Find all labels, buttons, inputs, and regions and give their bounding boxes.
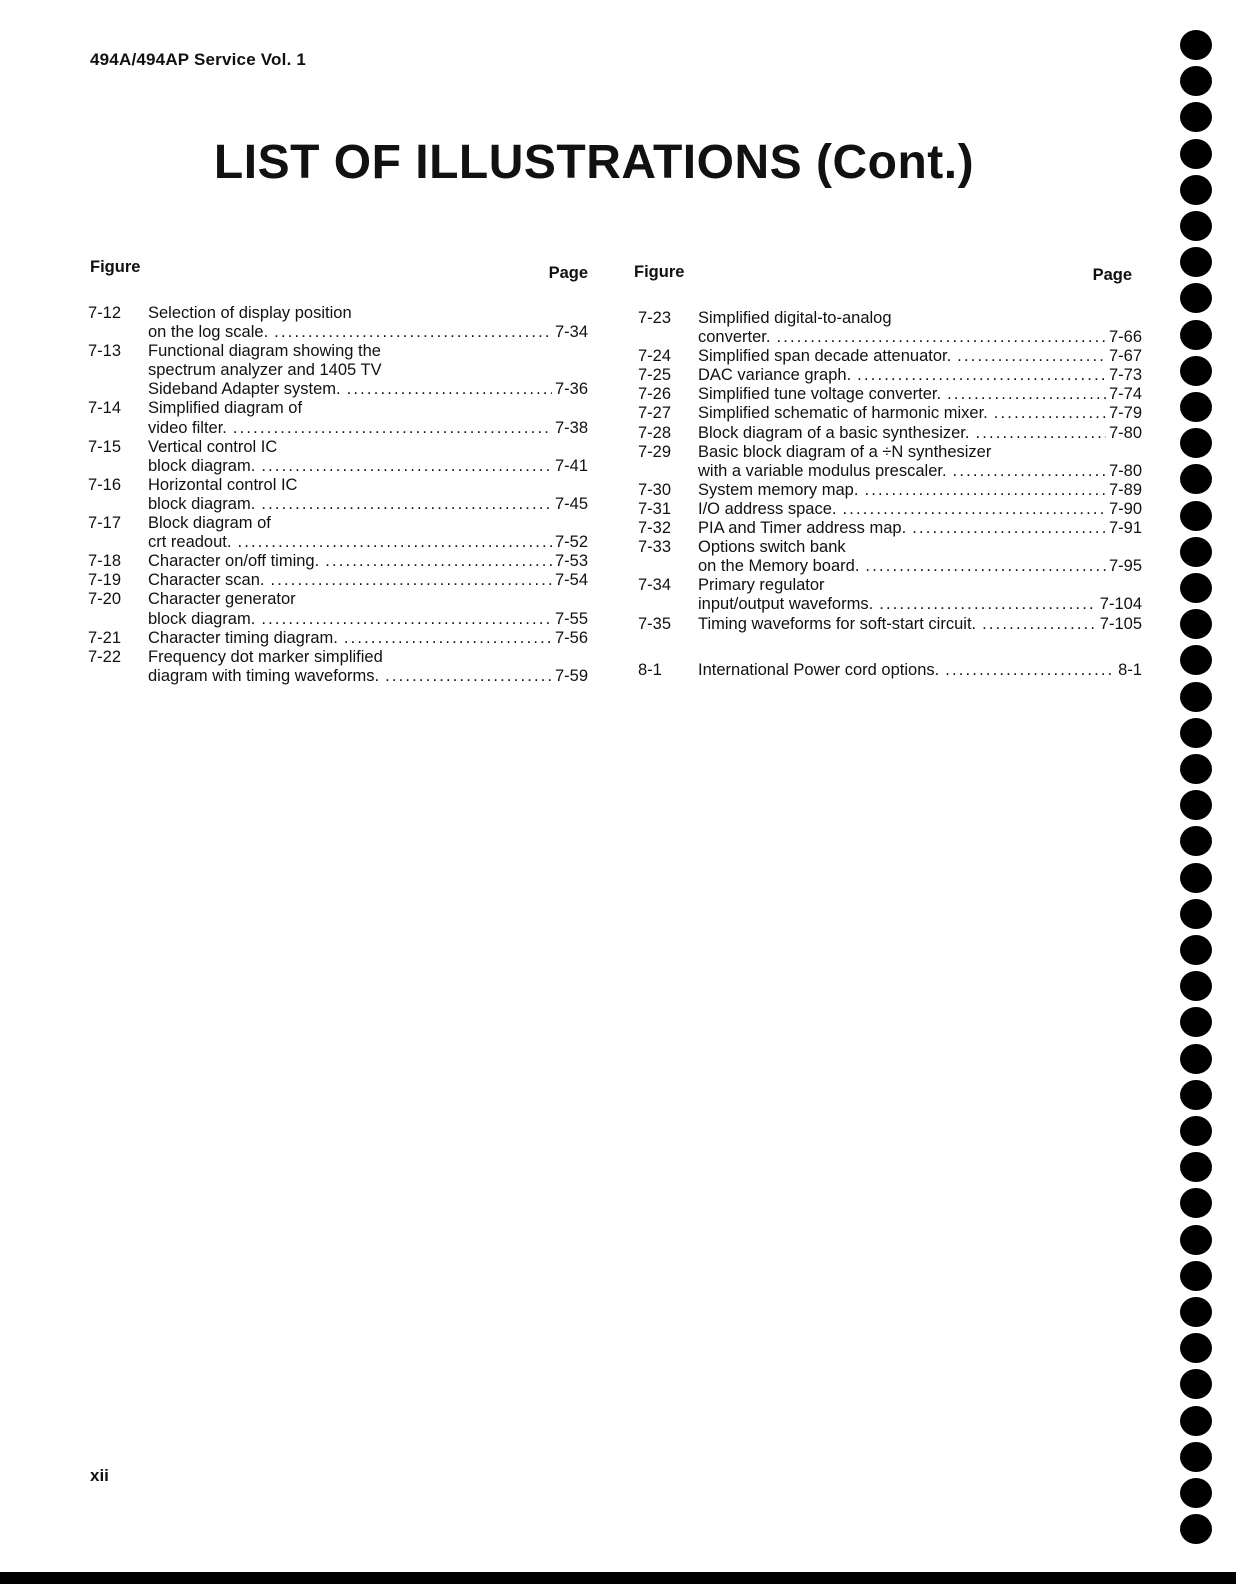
illustration-entry	[632, 443, 1142, 481]
caption-last-line	[698, 661, 1142, 680]
binder-holes	[1180, 30, 1214, 1560]
caption-last-line	[148, 571, 588, 590]
binder-hole	[1180, 718, 1212, 748]
binder-hole	[1180, 682, 1212, 712]
caption-last-line	[148, 495, 588, 514]
dot-leader	[843, 500, 1106, 519]
page-reference: 7-66	[1108, 328, 1142, 347]
page-reference: 7-45	[554, 494, 588, 513]
binder-hole	[1180, 1406, 1212, 1436]
binder-hole	[1180, 863, 1212, 893]
caption-line: Vertical control IC	[148, 437, 278, 456]
illustration-entry	[632, 500, 1142, 519]
page-reference: 7-90	[1108, 499, 1142, 518]
illustration-entry	[632, 661, 1142, 680]
caption-last-line	[698, 519, 1142, 538]
caption-last-line	[698, 481, 1142, 500]
page-reference: 7-41	[554, 456, 588, 475]
column-header	[88, 258, 588, 304]
binder-hole	[1180, 1188, 1212, 1218]
illustration-entry	[88, 552, 588, 571]
dot-leader	[776, 328, 1106, 347]
binder-hole	[1180, 175, 1212, 205]
caption-text: with a variable modulus prescaler.	[698, 461, 947, 480]
binder-hole	[1180, 102, 1212, 132]
illustration-entry	[88, 571, 588, 590]
caption-text: Character timing diagram.	[148, 628, 338, 647]
binder-hole	[1180, 1442, 1212, 1472]
binder-hole	[1180, 30, 1212, 60]
figure-number: 7-28	[638, 423, 672, 442]
figure-number: 7-26	[638, 385, 672, 404]
caption-last-line	[698, 500, 1142, 519]
caption-last-line	[148, 323, 588, 342]
left-entry-list	[88, 304, 588, 686]
illustrations-column-right	[632, 263, 1142, 680]
dot-leader	[982, 615, 1097, 634]
illustration-entry	[88, 399, 588, 437]
caption-text: International Power cord options.	[698, 660, 940, 679]
page-reference: 7-38	[554, 418, 588, 437]
caption-last-line	[698, 328, 1142, 347]
binder-hole	[1180, 1007, 1212, 1037]
caption-last-line	[698, 366, 1142, 385]
figure-number: 7-31	[638, 499, 672, 518]
caption-text: Block diagram of a basic synthesizer.	[698, 423, 970, 442]
caption-last-line	[148, 419, 588, 438]
caption-last-line	[148, 610, 588, 629]
page-reference: 7-79	[1108, 404, 1142, 423]
dot-leader	[953, 462, 1106, 481]
entry-gap	[632, 634, 1142, 661]
figure-number: 7-34	[638, 576, 672, 595]
page-column-label: Page	[548, 264, 588, 282]
page-reference: 7-67	[1108, 347, 1142, 366]
caption-line: Basic block diagram of a ÷N synthesizer	[698, 442, 992, 461]
illustration-entry	[88, 476, 588, 514]
caption-text: System memory map.	[698, 480, 859, 499]
binder-hole	[1180, 1152, 1212, 1182]
caption-line: Selection of display position	[148, 304, 352, 322]
caption-last-line	[698, 404, 1142, 423]
binder-hole	[1180, 1261, 1212, 1291]
caption-line: Options switch bank	[698, 538, 846, 557]
binder-hole	[1180, 1225, 1212, 1255]
page-column-label: Page	[1092, 266, 1132, 284]
caption-text: block diagram.	[148, 609, 256, 628]
caption-line: Character generator	[148, 590, 296, 609]
binder-hole	[1180, 139, 1212, 169]
dot-leader	[261, 495, 552, 514]
dot-leader	[945, 661, 1115, 680]
page-reference: 7-53	[554, 552, 588, 571]
dot-leader	[865, 557, 1106, 576]
binder-hole	[1180, 1116, 1212, 1146]
dot-leader	[270, 571, 552, 590]
caption-text: Sideband Adapter system.	[148, 380, 341, 399]
illustration-entry	[632, 424, 1142, 443]
dot-leader	[912, 519, 1106, 538]
caption-last-line	[698, 385, 1142, 404]
figure-number: 7-25	[638, 366, 672, 385]
page-reference: 7-73	[1108, 366, 1142, 385]
caption-last-line	[698, 347, 1142, 366]
figure-number: 7-21	[88, 628, 122, 647]
dot-leader	[947, 385, 1106, 404]
dot-leader	[879, 595, 1097, 614]
caption-text: diagram with timing waveforms.	[148, 666, 380, 685]
binder-hole	[1180, 1297, 1212, 1327]
caption-text: converter.	[698, 328, 771, 347]
caption-last-line	[148, 380, 588, 399]
illustration-entry	[88, 648, 588, 686]
binder-hole	[1180, 1333, 1212, 1363]
page-reference: 7-89	[1108, 480, 1142, 499]
dot-leader	[274, 323, 552, 342]
binder-hole	[1180, 537, 1212, 567]
dot-leader	[344, 629, 552, 648]
caption-text: crt readout.	[148, 533, 232, 552]
illustration-entry	[88, 590, 588, 628]
page-left-edge	[0, 0, 3, 1584]
figure-number: 7-14	[88, 399, 122, 418]
page-reference: 7-74	[1108, 385, 1142, 404]
caption-last-line	[148, 552, 588, 571]
caption-text: on the log scale.	[148, 323, 269, 342]
dot-leader	[975, 424, 1106, 443]
figure-number: 7-15	[88, 437, 122, 456]
dot-leader	[385, 667, 552, 686]
binder-hole	[1180, 971, 1212, 1001]
caption-text: Simplified schematic of harmonic mixer.	[698, 404, 988, 423]
caption-text: block diagram.	[148, 456, 256, 475]
page-reference: 7-52	[554, 533, 588, 552]
illustration-entry	[632, 576, 1142, 614]
caption-text: Simplified tune voltage converter.	[698, 385, 942, 404]
binder-hole	[1180, 66, 1212, 96]
figure-column-label: Figure	[634, 263, 685, 281]
binder-hole	[1180, 935, 1212, 965]
binder-hole	[1180, 356, 1212, 386]
illustrations-column-left	[88, 258, 588, 686]
illustration-entry	[632, 366, 1142, 385]
illustration-entry	[632, 404, 1142, 423]
caption-last-line	[148, 457, 588, 476]
figure-number: 7-23	[638, 309, 672, 327]
binder-hole	[1180, 609, 1212, 639]
caption-text: on the Memory board.	[698, 557, 860, 576]
page-title: LIST OF ILLUSTRATIONS (Cont.)	[213, 136, 975, 189]
caption-text: Timing waveforms for soft-start circuit.	[698, 614, 977, 633]
illustration-entry	[632, 615, 1142, 634]
figure-number: 7-13	[88, 342, 122, 361]
illustration-entry	[632, 519, 1142, 538]
caption-line: Functional diagram showing the	[148, 342, 381, 361]
figure-column-label: Figure	[90, 258, 141, 276]
illustration-entry	[632, 347, 1142, 366]
illustration-entry	[88, 629, 588, 648]
caption-text: video filter.	[148, 418, 227, 437]
figure-number: 7-17	[88, 514, 122, 533]
caption-last-line	[148, 533, 588, 552]
figure-number: 7-12	[88, 304, 122, 322]
illustration-entry	[632, 309, 1142, 347]
binder-hole	[1180, 211, 1212, 241]
dot-leader	[864, 481, 1106, 500]
page-number: xii	[90, 1466, 109, 1485]
scan-bottom-border	[0, 1572, 1236, 1584]
binder-hole	[1180, 1369, 1212, 1399]
page-reference: 7-36	[554, 380, 588, 399]
figure-number: 7-30	[638, 480, 672, 499]
caption-text: DAC variance graph.	[698, 366, 852, 385]
caption-last-line	[698, 595, 1142, 614]
figure-number: 7-18	[88, 552, 122, 571]
caption-last-line	[698, 462, 1142, 481]
caption-text: PIA and Timer address map.	[698, 519, 907, 538]
illustration-entry	[88, 514, 588, 552]
dot-leader	[261, 610, 552, 629]
illustration-entry	[632, 385, 1142, 404]
manual-header: 494A/494AP Service Vol. 1	[90, 50, 307, 69]
binder-hole	[1180, 1478, 1212, 1508]
page-reference: 7-80	[1108, 461, 1142, 480]
illustration-entry	[88, 438, 588, 476]
dot-leader	[994, 404, 1106, 423]
caption-line: Frequency dot marker simplified	[148, 647, 383, 666]
caption-line: Horizontal control IC	[148, 475, 298, 494]
page-reference: 8-1	[1118, 660, 1142, 679]
caption-text: Simplified span decade attenuator.	[698, 347, 952, 366]
dot-leader	[237, 533, 552, 552]
caption-last-line	[148, 667, 588, 686]
caption-line: spectrum analyzer and 1405 TV	[148, 361, 382, 380]
binder-hole	[1180, 1044, 1212, 1074]
figure-number: 8-1	[638, 660, 662, 679]
binder-hole	[1180, 464, 1212, 494]
caption-text: I/O address space.	[698, 499, 837, 518]
binder-hole	[1180, 428, 1212, 458]
caption-last-line	[698, 615, 1142, 634]
figure-number: 7-24	[638, 347, 672, 366]
caption-line: Simplified digital-to-analog	[698, 309, 892, 327]
dot-leader	[261, 457, 552, 476]
dot-leader	[325, 552, 552, 571]
caption-last-line	[698, 557, 1142, 576]
binder-hole	[1180, 790, 1212, 820]
caption-line: Block diagram of	[148, 514, 271, 533]
caption-last-line	[148, 629, 588, 648]
illustration-entry	[88, 342, 588, 399]
illustration-entry	[632, 481, 1142, 500]
binder-hole	[1180, 501, 1212, 531]
binder-hole	[1180, 573, 1212, 603]
figure-number: 7-32	[638, 519, 672, 538]
dot-leader	[857, 366, 1106, 385]
page-reference: 7-59	[554, 666, 588, 685]
binder-hole	[1180, 247, 1212, 277]
binder-hole	[1180, 283, 1212, 313]
binder-hole	[1180, 754, 1212, 784]
column-header	[632, 263, 1142, 309]
page-reference: 7-91	[1108, 519, 1142, 538]
figure-number: 7-27	[638, 404, 672, 423]
dot-leader	[347, 380, 552, 399]
caption-text: input/output waveforms.	[698, 595, 874, 614]
page-reference: 7-56	[554, 628, 588, 647]
binder-hole	[1180, 1514, 1212, 1544]
binder-hole	[1180, 392, 1212, 422]
figure-number: 7-16	[88, 475, 122, 494]
figure-number: 7-20	[88, 590, 122, 609]
page-reference: 7-104	[1099, 595, 1142, 614]
illustration-entry	[632, 538, 1142, 576]
dot-leader	[233, 419, 552, 438]
figure-number: 7-29	[638, 442, 672, 461]
binder-hole	[1180, 320, 1212, 350]
page-reference: 7-95	[1108, 557, 1142, 576]
page-reference: 7-80	[1108, 423, 1142, 442]
right-entry-list	[632, 309, 1142, 680]
caption-text: Character scan.	[148, 571, 265, 590]
figure-number: 7-35	[638, 614, 672, 633]
figure-number: 7-19	[88, 571, 122, 590]
page-reference: 7-55	[554, 609, 588, 628]
figure-number: 7-22	[88, 647, 122, 666]
binder-hole	[1180, 899, 1212, 929]
dot-leader	[957, 347, 1106, 366]
caption-last-line	[698, 424, 1142, 443]
caption-text: block diagram.	[148, 494, 256, 513]
illustration-entry	[88, 304, 588, 342]
page-reference: 7-105	[1099, 614, 1142, 633]
caption-line: Simplified diagram of	[148, 399, 303, 418]
caption-line: Primary regulator	[698, 576, 825, 595]
page-reference: 7-34	[554, 323, 588, 342]
binder-hole	[1180, 645, 1212, 675]
binder-hole	[1180, 826, 1212, 856]
figure-number: 7-33	[638, 538, 672, 557]
binder-hole	[1180, 1080, 1212, 1110]
page-reference: 7-54	[554, 571, 588, 590]
caption-text: Character on/off timing.	[148, 552, 320, 571]
